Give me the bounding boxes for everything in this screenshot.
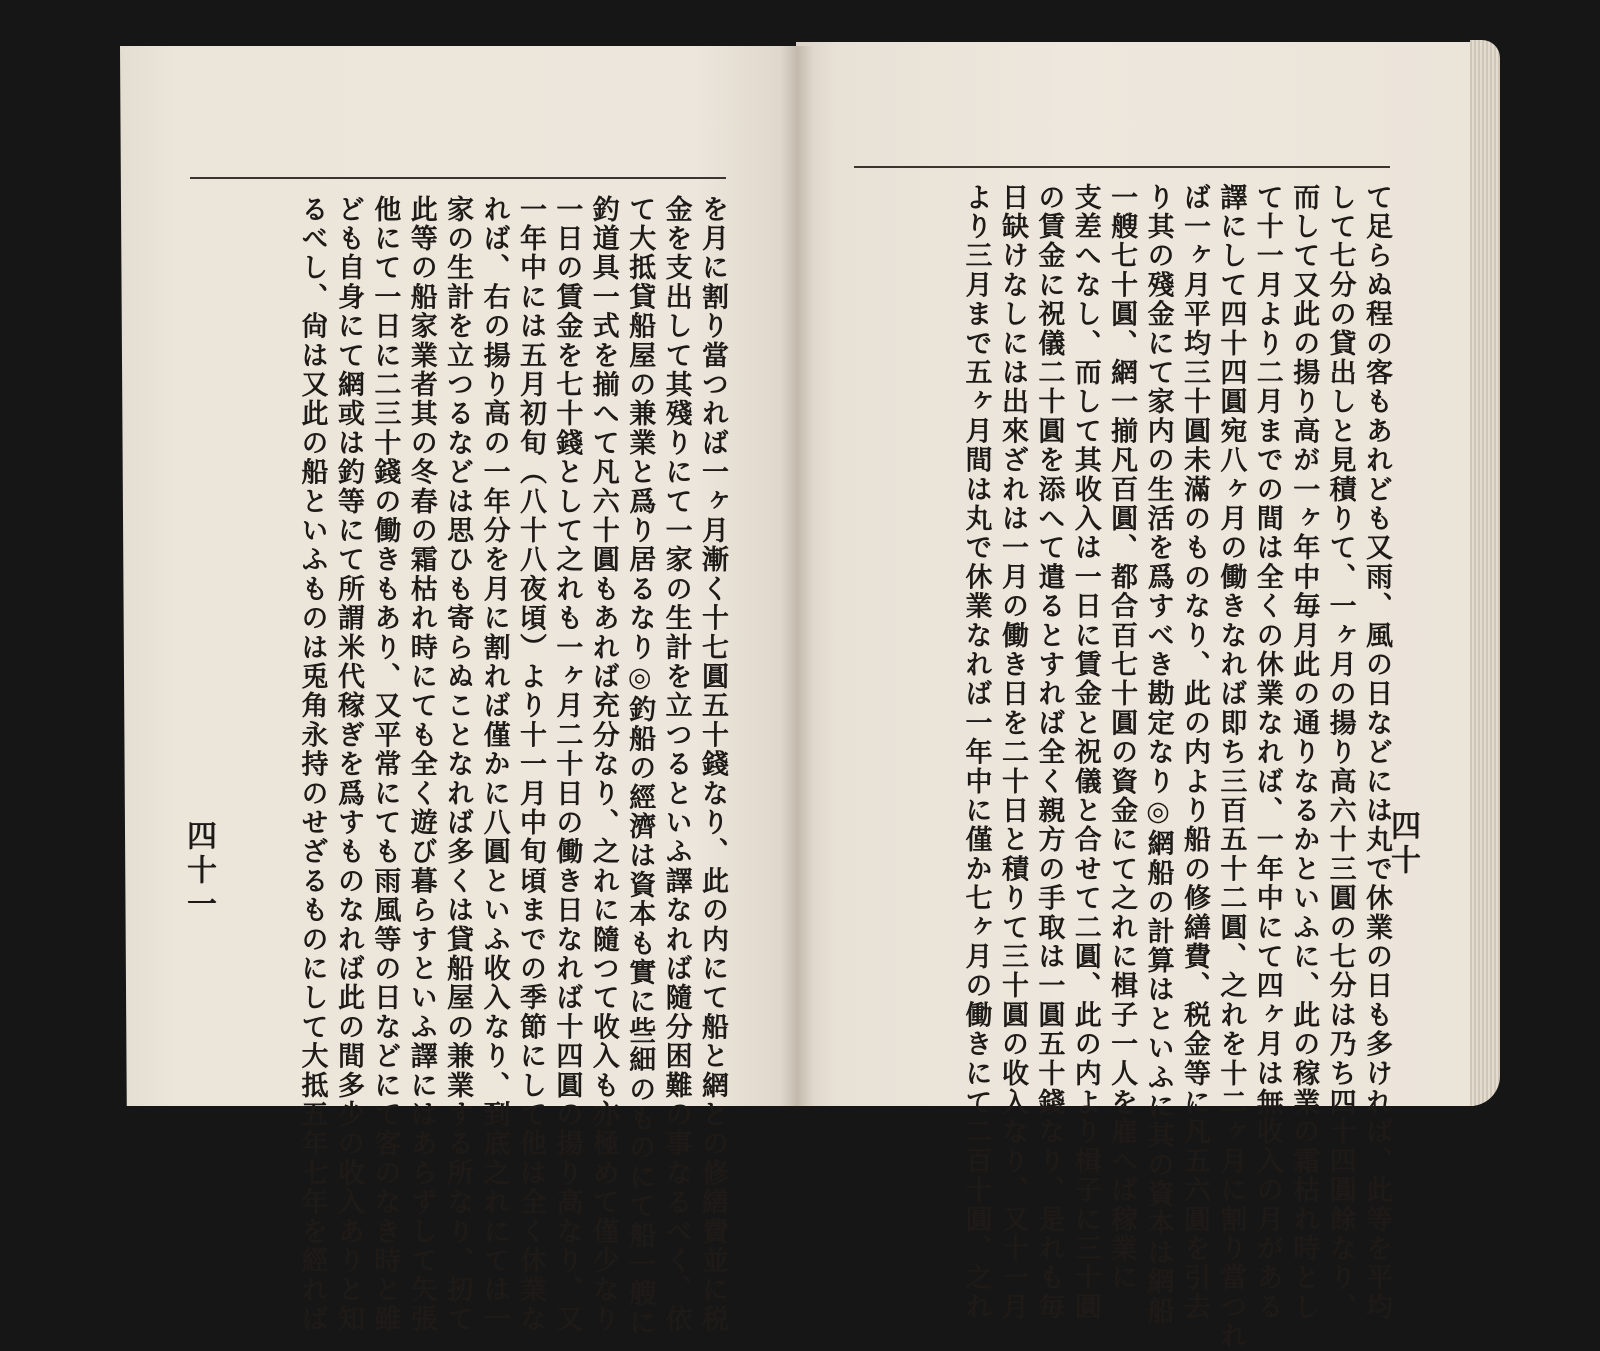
text-line: 支差へなし、而して其收入は一日に賃金と祝儀と合せて二圓、此の内より楫子に三十圓 <box>1069 183 1101 1322</box>
left-page-header-rule <box>190 177 726 179</box>
text-line: り其の殘金にて家内の生活を爲すべき勘定なり◎網船の計算はといふに其の資本は網船 <box>1142 183 1174 1326</box>
text-line: 日缺けなしには出來ざれは一月の働き日を二十日と積りて三十圓の收入なり、又十一月 <box>996 183 1028 1322</box>
text-line: て足らぬ程の客もあれども又雨、風の日などには丸で休業の日も多ければ、此等を平均 <box>1361 183 1392 1322</box>
text-line: れば、右の揚り高の一年分を月に割れば僅かに八圓といふ收入なり、到底之れにては一 <box>478 195 510 1334</box>
text-line: ば一ヶ月平均三十圓未滿のものなり、此の内より船の修繕費、税金等に凡五六圓を引去 <box>1178 183 1210 1322</box>
text-line: ども自身にて網或は釣等にて所謂米代稼ぎを爲すものなれば此の間多少の收入ありと知 <box>332 195 364 1334</box>
text-line: 釣道具一式を揃へて凡六十圓もあれば充分なり、之れに隨つて收入も亦極めて僅少なり <box>587 195 619 1334</box>
right-page-text <box>957 183 1394 1351</box>
text-line: を月に割り當つれば一ヶ月漸く十七圓五十錢なり、此の内にて船と網との修繕費並に税 <box>697 195 728 1334</box>
text-line: して七分の貸出しと見積りて、一ヶ月の揚り高六十三圓の七分は乃ち四十四圓餘なり、 <box>1324 183 1356 1322</box>
left-page-text <box>293 195 730 1338</box>
text-line: て十一月より二月までの間は全くの休業なれば、一年中にて四ヶ月は無收入の月がある <box>1251 183 1283 1322</box>
text-line: 而して又此の揚り高が一ヶ年中毎月此の通りなるかといふに、此の稼業の霜枯れ時とし <box>1288 183 1320 1322</box>
text-line: 他にて一日に二三十錢の働きもあり、又平常にても雨風等の日などにて客のなき時と雖 <box>369 195 401 1334</box>
text-line: 金を支出して其殘りにて一家の生計を立つるといふ譯なれば隨分困難の事なるべく、依 <box>660 195 692 1334</box>
text-line: て大抵貸船屋の兼業と爲り居るなり◎釣船の經濟は資本も實に些細のものにて船一艘に <box>624 195 656 1338</box>
text-line: 譯にして四十四圓宛八ヶ月の働きなれば即ち三百五十二圓、之れを十二ヶ月に割り當つれ <box>1215 183 1247 1351</box>
right-page-header-rule <box>854 166 1390 168</box>
text-line: より三月まで五ヶ月間は丸で休業なれば一年中に僅か七ヶ月の働きにて二百十圓、之れ <box>960 183 992 1322</box>
text-line: 此等の船家業者其の冬春の霜枯れ時にても全く遊び暮らすといふ譯にはあらずして矢張 <box>405 195 437 1334</box>
page-edges <box>1470 40 1500 1106</box>
left-page-number: 四十一 <box>181 820 216 922</box>
text-line: 一年中には五月初旬（八十八夜頃）より十一月中旬頃までの季節にして他は全く休業な <box>514 195 546 1334</box>
text-line: 一日の賃金を七十錢として之れも一ヶ月二十日の働き日なれば十四圓の揚り高なり、又 <box>551 195 583 1334</box>
text-line: るべし、尙は又此の船といふものは兎角永持のせざるものにして大抵五年七年を經れば <box>296 195 328 1334</box>
right-page-number: 四十 <box>1385 810 1420 878</box>
text-line: 家の生計を立つるなどは思ひも寄らぬことなれば多くは貸船屋の兼業する所なり、扨て <box>442 195 474 1334</box>
text-line: 一艘七十圓、網一揃凡百圓、都合百七十圓の資金にて之れに楫子一人を雇へば稼業に <box>1106 183 1138 1293</box>
book-gutter <box>780 46 814 1106</box>
text-line: の賃金に祝儀二十圓を添へて遣るとすれば全く親方の手取は一圓五十錢なり、是れも毎 <box>1033 183 1065 1322</box>
